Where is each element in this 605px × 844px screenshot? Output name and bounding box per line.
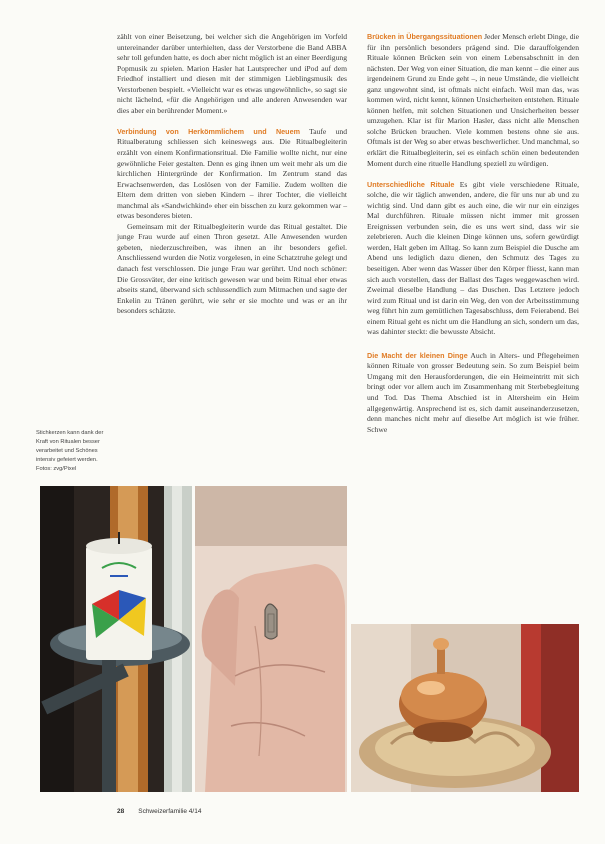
candle-illustration xyxy=(40,486,192,792)
page-footer xyxy=(117,808,201,815)
section-verbindung xyxy=(117,127,347,222)
section-text: Es gibt viele verschiedene Rituale, solche, die wir täglich anwenden, andere, die für uns nur ab und zu wichtig sind. Und dann gibt es auch eine, die wir nur ein einziges Mal durchführen. Rituale müssen nicht immer mit grossen Ereignissen verbunden sein, die es uns wert sind, dass wir sie zelebrieren. Auch die kleinen Dinge können uns, sofern gewürdigt werden, Halt geben im Alltag. So kann zum Beispiel die Dusche am Abend uns lediglich dazu dienen, den Schmutz des Tages zu beseitigen. Aber wenn das Wasser über den Körper fliesst, kann man sich auch vorstellen, dass der Ballast des Tages weggewaschen wird. Zweimal dieselbe Handlung – das Duschen. Das Letztere jedoch wird zum Ritual und ist darin ein Weg, den von der Arbeitsstimmung weg führt hin zum gemütlichen Tagesabschluss, dem Feierabend. Bei einem Ritual geht es nicht um die Handlung an sich, sondern um das, was dahinter steckt: die bewusste Absicht. xyxy=(367,179,579,337)
photo-bowl xyxy=(351,624,579,792)
section-heading: Unterschiedliche Rituale xyxy=(367,179,455,189)
magazine-name: Schweizerfamilie 4/14 xyxy=(138,808,202,815)
photo-candle xyxy=(40,486,192,792)
column-right xyxy=(367,32,579,435)
paragraph-ritual: Gemeinsam mit der Ritualbegleiterin wurde das Ritual gestaltet. Die junge Frau wurde auf einen Thron gesetzt. Alle Anwesenden wurden gebeten, niederzuschreiben, was ihnen an ihr besonders gefiel. Anschliessend wurden die Notiz vorgelesen, in eine Schatztruhe gelegt und danach fest verschlossen. Die junge Frau war gerührt. Und noch schöner: Die Grossväter, der eine kritisch gewesen war und beim Ritual eher etwas abseits stand, überwand sich schlussendlich zum Mitmachen und sagte der Enkelin zu Tränen gerührt, wie sehr er sie mochte und was er an ihr besonders schätzte. xyxy=(117,221,347,316)
section-heading: Verbindung von Herkömmlichem und Neuem xyxy=(117,126,300,136)
photo-caption xyxy=(36,429,106,474)
bowl-illustration xyxy=(351,624,579,792)
hand-illustration xyxy=(195,486,347,792)
section-text: Jeder Mensch erlebt Dinge, die für ihn persönlich besonders prägend sind. Die darauffolgenden Rituale können Brücken sein von einem Lebensabschnitt in den nächsten. Der Weg von einer Situation, die man kennt – die einer aus irgendeinem Grund zu Ende geht –, in neue Umstände, die vielleicht ganz ungewohnt sind, ist oftmals nicht einfach. Weil man das, was kommen wird, nicht kennt, können Unsicherheiten entstehen. Rituale können helfen, mit solchen Situationen und Unsicherheiten besser umzugehen. Klar ist für Marion Hasler, dass nicht alle Menschen solche Brücken brauchen. Viele kommen bestens ohne sie aus. Oftmals ist der Weg so aber etwas beschwerlicher. Und manchmal, so erklärt die Ritualbegleiterin, sei es einfach schön einen bedeutenden Moment durch eine rituelle Handlung speziell zu würdigen. xyxy=(367,32,579,168)
section-heading: Die Macht der kleinen Dinge xyxy=(367,350,468,360)
section-kleine-dinge xyxy=(367,351,579,435)
caption-credit: Fotos: zvg/Pixel xyxy=(36,466,77,472)
section-bruecken xyxy=(367,32,579,169)
section-rituale xyxy=(367,180,579,338)
column-left xyxy=(117,32,347,317)
section-text: Taufe und Ritualberatung schliessen sich keineswegs aus. Die Ritualbegleiterin erzählt von einem Konfirmationsritual. Die Familie wollte nicht, nur eine gewöhnliche Feier gestalten. Denn es ging ihnen um weit mehr als um die kirchlichen Hintergründe der Konfirmation. Im Zentrum stand das Erwachsenwerden, das Loslösen von der Familie. Zudem wollten die Eltern dem dritten von sieben Kindern – ihrer Tochter, die vielleicht manchmal als «Sandwichkind» eher ein bisschen zu kurz gekommen war – etwas besonderes bieten. xyxy=(117,126,347,221)
intro-paragraph: zählt von einer Beisetzung, bei welcher sich die Angehörigen im Vorfeld untereinander darüber unterhielten, dass der Verstorbene die Band ABBA sehr toll gefunden hatte, es doch aber nicht möglich ist an einer Beerdigung Popmusik zu spielen. Marion Hasler hat Lautsprecher und iPod auf dem Friedhof installiert und diesen mit der stimmigen Lieblingsmusik des Verstorbenen bespielt. «Vielleicht war es etwas ungewöhnlich», so sagt sie nicht lächelnd, «für die Angehörigen und alle anderen Anwesenden war dies aber ein berührender Moment.» xyxy=(117,32,347,115)
section-text: Auch in Alters- und Pflegeheimen können Rituale von grosser Bedeutung sein. So zum Beispiel beim Umgang mit den Herausforderungen, die ein Heimeintritt mit sich bringt oder vor allem auch im Zusammenhang mit Sterbebegleitung und Tod. Das Thema Abschied ist in Altersheim ein Heim allgegenwärtig. Ansprechend ist es, sich damit auseinanderzusetzen, denn manches nicht mehr auf dieselbe Art möglich ist wie früher. Schwe xyxy=(367,350,579,434)
page-number: 28 xyxy=(117,808,125,815)
caption-text: Stichkerzen kann dank der Kraft von Ritualen besser verarbeitet und Schönes intensiv gefeiert werden. xyxy=(36,430,104,463)
photo-hand xyxy=(195,486,347,792)
section-heading: Brücken in Übergangssituationen xyxy=(367,32,483,41)
